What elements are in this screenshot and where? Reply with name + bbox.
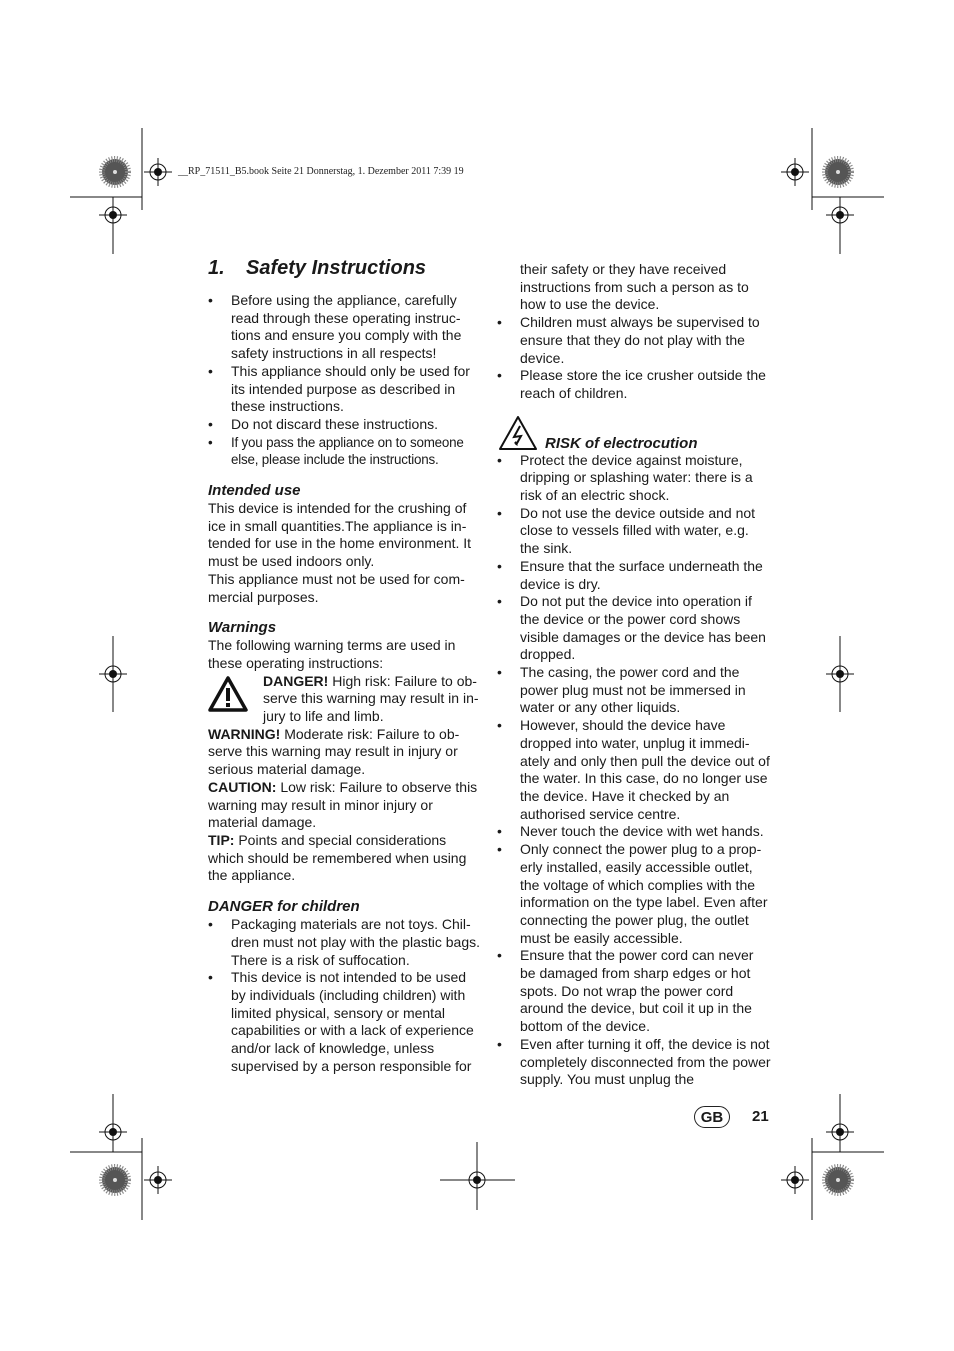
warnings-heading: Warnings xyxy=(208,619,277,637)
warning-definition xyxy=(208,726,483,779)
intended-use-heading: Intended use xyxy=(208,482,301,500)
caution-text: Low risk: Failure to observe this warning may result in minor injury or material damage. xyxy=(208,778,478,831)
danger-label: DANGER! xyxy=(263,672,329,689)
left-column xyxy=(208,292,483,1075)
list-item: • Only connect the power plug to a prop-erly installed, easily accessible outlet, the voltage of which complies with the information on the type label. Even after connecting the power plug, the outlet must be easily accessible. xyxy=(497,841,772,947)
tip-text: Points and special considerations which should be remembered when using the appliance. xyxy=(208,831,467,884)
continued-text: their safety or they have received instructions from such a person as to how to use the device. xyxy=(520,261,749,313)
language-badge: GB xyxy=(694,1106,730,1128)
list-item: • This device is not intended to be used by individuals (including children) with limited physical, sensory or mental capabilities or with a lack of experience and/or lack of knowledge, unless supervised by a person responsible for xyxy=(208,969,483,1075)
list-item: • Do not put the device into operation if the device or the power cord shows visible damages or the device has been dropped. xyxy=(497,593,772,664)
danger-text: High risk: Failure to ob-serve this warning may result in in-jury to life and limb. xyxy=(263,672,479,725)
warnings-intro: The following warning terms are used in these operating instructions: xyxy=(208,637,456,671)
electrocution-heading-row xyxy=(497,415,772,452)
danger-children-heading: DANGER for children xyxy=(208,898,360,916)
list-item: • The casing, the power cord and the power plug must not be immersed in water or any other liquids. xyxy=(497,664,772,717)
title-text: Safety Instructions xyxy=(246,257,427,279)
intended-use-para: This appliance must not be used for com-mercial purposes. xyxy=(208,570,465,605)
list-item: • Do not discard these instructions. xyxy=(208,416,483,434)
list-item: • Before using the appliance, carefully read through these operating instruc-tions and ensure you comply with the safety instructions in all respects! xyxy=(208,292,483,363)
page-number: 21 xyxy=(752,1108,769,1125)
list-item: • Ensure that the power cord can never be damaged from sharp edges or hot spots. Do not wrap the power cord around the device, but coil it up in the bottom of the device. xyxy=(497,947,772,1036)
tip-definition xyxy=(208,832,483,885)
caution-definition xyxy=(208,779,483,832)
children-bullet-list-continued xyxy=(497,314,772,403)
list-item: • Packaging materials are not toys. Chil-dren must not play with the plastic bags. There is a risk of suffocation. xyxy=(208,916,483,969)
list-item: • Do not use the device outside and not close to vessels filled with water, e.g. the sink. xyxy=(497,505,772,558)
page-title xyxy=(208,257,426,280)
list-item: • Even after turning it off, the device is not completely disconnected from the power supply. You must unplug the xyxy=(497,1036,772,1089)
warning-label: WARNING! xyxy=(208,725,281,742)
danger-definition xyxy=(208,673,483,726)
right-column xyxy=(497,261,772,1089)
list-item: • If you pass the appliance on to someone else, please include the instructions. xyxy=(208,434,483,469)
list-item: • Ensure that the surface underneath the device is dry. xyxy=(497,558,772,593)
list-item: • Protect the device against moisture, dripping or splashing water: there is a risk of an electric shock. xyxy=(497,452,772,505)
print-header: __RP_71511_B5.book Seite 21 Donnerstag, 1. Dezember 2011 7:39 19 xyxy=(178,166,464,177)
children-bullet-list xyxy=(208,916,483,1075)
tip-label: TIP: xyxy=(208,831,235,848)
electrocution-bullet-list xyxy=(497,452,772,1089)
list-item: • Children must always be supervised to ensure that they do not play with the device. xyxy=(497,314,772,367)
intended-use-para: This device is intended for the crushing of ice in small quantities.The appliance is in-tended for use in the home environment. It must be used indoors only. xyxy=(208,500,472,570)
list-item: • Never touch the device with wet hands. xyxy=(497,823,772,841)
caution-label: CAUTION: xyxy=(208,778,277,795)
warning-text: Moderate risk: Failure to ob-serve this warning may result in injury or serious material damage. xyxy=(208,725,460,778)
intro-bullet-list xyxy=(208,292,483,469)
list-item: • However, should the device have dropped into water, unplug it immedi-ately and only then pull the device out of the water. In this case, do no longer use the device. Have it checked by an authorised service centre. xyxy=(497,717,772,823)
list-item: • Please store the ice crusher outside the reach of children. xyxy=(497,367,772,402)
electrocution-heading: RISK of electrocution xyxy=(545,434,698,452)
section-number: 1. xyxy=(208,257,225,279)
electric-warning-icon xyxy=(497,415,539,451)
warning-triangle-icon xyxy=(208,676,248,712)
list-item: • This appliance should only be used for its intended purpose as described in these instructions. xyxy=(208,363,483,416)
